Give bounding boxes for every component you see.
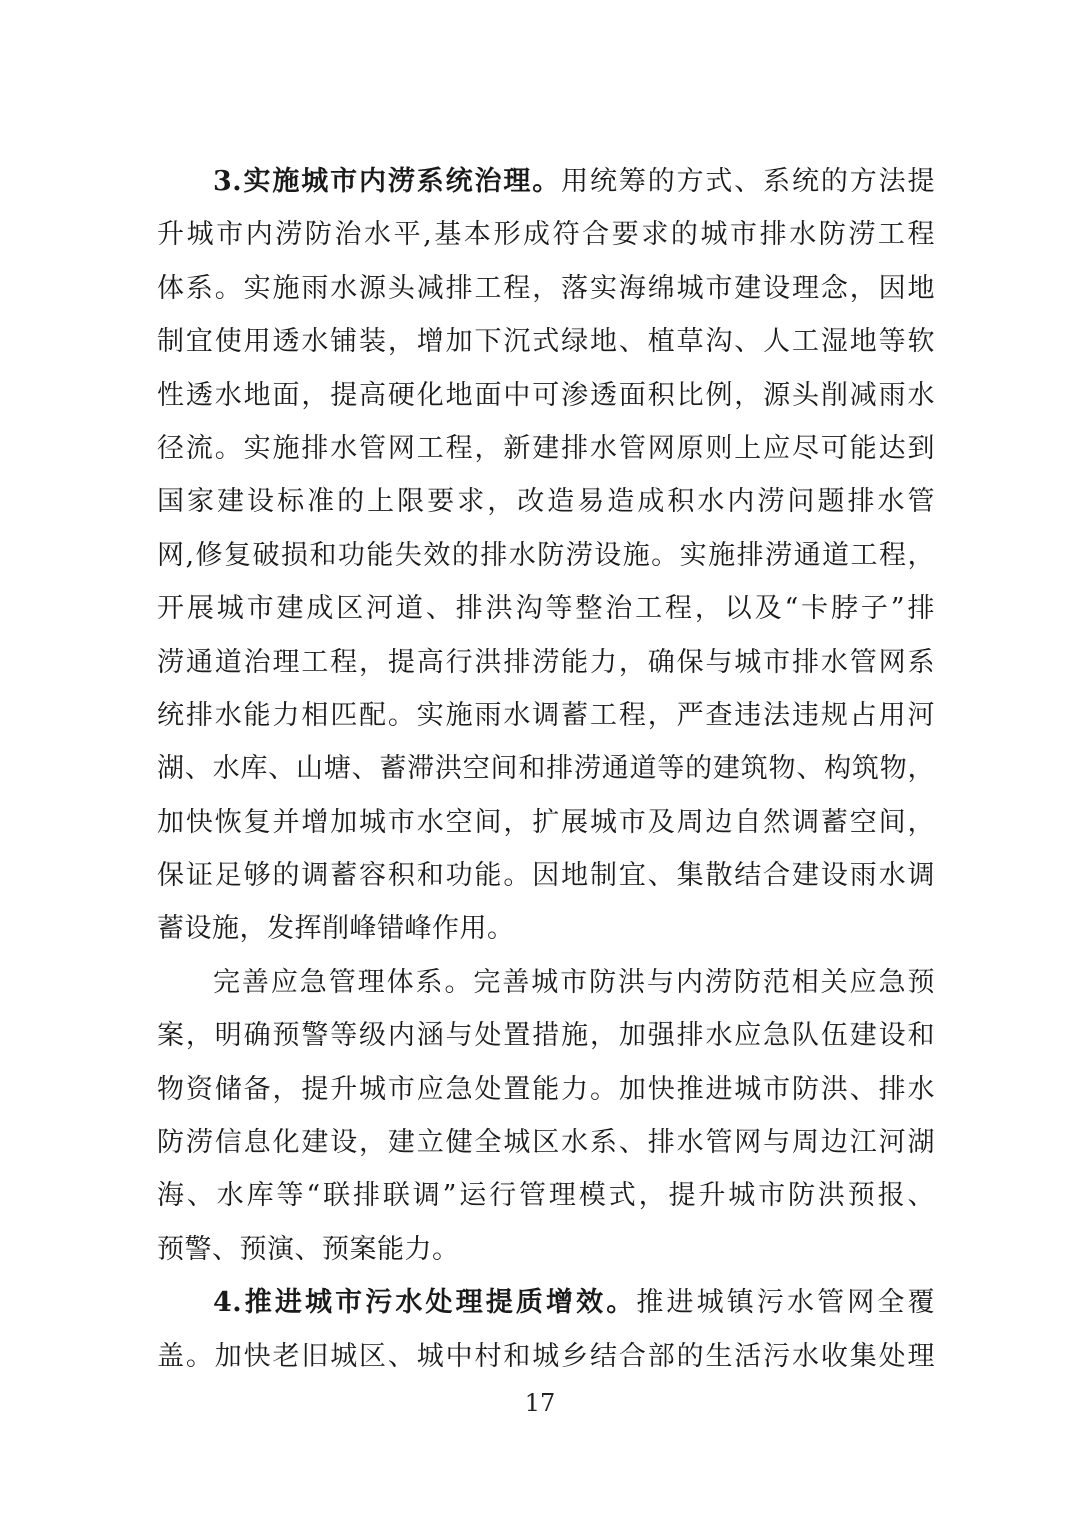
line-text: 网,修复破损和功能失效的排水防涝设施。实施排涝通道工程，	[157, 539, 935, 571]
line-text: 开展城市建成区河道、排洪沟等整治工程，以及“卡脖子”排	[157, 593, 935, 625]
text-line	[157, 1116, 935, 1169]
line-text: 推进城镇污水管网全覆	[636, 1287, 936, 1319]
line-text: 国家建设标准的上限要求，改造易造成积水内涝问题排水管	[157, 486, 935, 518]
line-text: 统排水能力相匹配。实施雨水调蓄工程，严查违法违规占用河	[157, 699, 935, 731]
text-line	[157, 422, 935, 475]
text-line	[157, 636, 935, 689]
line-text: 加快恢复并增加城市水空间，扩展城市及周边自然调蓄空间，	[157, 806, 935, 838]
text-line	[157, 529, 935, 582]
line-text: 保证足够的调蓄容积和功能。因地制宜、集散结合建设雨水调	[157, 860, 935, 892]
line-text: 预警、预演、预案能力。	[157, 1233, 460, 1265]
text-line	[157, 796, 935, 849]
line-text: 性透水地面，提高硬化地面中可渗透面积比例，源头削减雨水	[157, 379, 935, 411]
line-text: 湖、水库、山塘、蓄滞洪空间和排涝通道等的建筑物、构筑物，	[157, 753, 935, 785]
line-text: 径流。实施排水管网工程，新建排水管网原则上应尽可能达到	[157, 432, 935, 464]
text-line	[157, 1169, 935, 1222]
text-line	[157, 1330, 935, 1383]
line-text: 体系。实施雨水源头减排工程，落实海绵城市建设理念，因地	[157, 272, 935, 304]
text-line	[157, 262, 935, 315]
line-text: 防涝信息化建设，建立健全城区水系、排水管网与周边江河湖	[157, 1127, 935, 1159]
line-text: 案，明确预警等级内涵与处置措施，加强排水应急队伍建设和	[157, 1020, 935, 1052]
text-line	[157, 369, 935, 422]
text-line	[157, 475, 935, 528]
text-line	[157, 155, 935, 208]
text-line	[157, 1009, 935, 1062]
line-text: 物资储备，提升城市应急处置能力。加快推进城市防洪、排水	[157, 1073, 935, 1105]
document-body	[157, 155, 935, 1383]
line-text: 升城市内涝防治水平,基本形成符合要求的城市排水防涝工程	[157, 219, 935, 251]
text-line	[157, 956, 935, 1009]
text-line	[157, 742, 935, 795]
line-text: 蓄设施，发挥削峰错峰作用。	[157, 913, 515, 945]
text-line	[157, 1223, 935, 1276]
page-number: 17	[524, 1389, 556, 1417]
line-text: 用统筹的方式、系统的方法提	[561, 166, 935, 197]
paragraph-lead: 4.推进城市污水处理提质增效。	[213, 1287, 637, 1319]
line-text: 海、水库等“联排联调”运行管理模式，提升城市防洪预报、	[157, 1180, 935, 1212]
line-text: 完善应急管理体系。完善城市防洪与内涝防范相关应急预	[213, 966, 935, 998]
text-line	[157, 315, 935, 368]
line-text: 涝通道治理工程，提高行洪排涝能力，确保与城市排水管网系	[157, 646, 935, 678]
text-line	[157, 208, 935, 261]
text-line	[157, 1063, 935, 1116]
text-line	[157, 582, 935, 635]
text-line	[157, 689, 935, 742]
text-line	[157, 902, 935, 955]
line-text: 制宜使用透水铺装，增加下沉式绿地、植草沟、人工湿地等软	[157, 326, 935, 358]
paragraph-lead: 3.实施城市内涝系统治理。	[213, 166, 562, 197]
text-line	[157, 1276, 935, 1329]
line-text: 盖。加快老旧城区、城中村和城乡结合部的生活污水收集处理	[157, 1340, 935, 1372]
text-line	[157, 849, 935, 902]
